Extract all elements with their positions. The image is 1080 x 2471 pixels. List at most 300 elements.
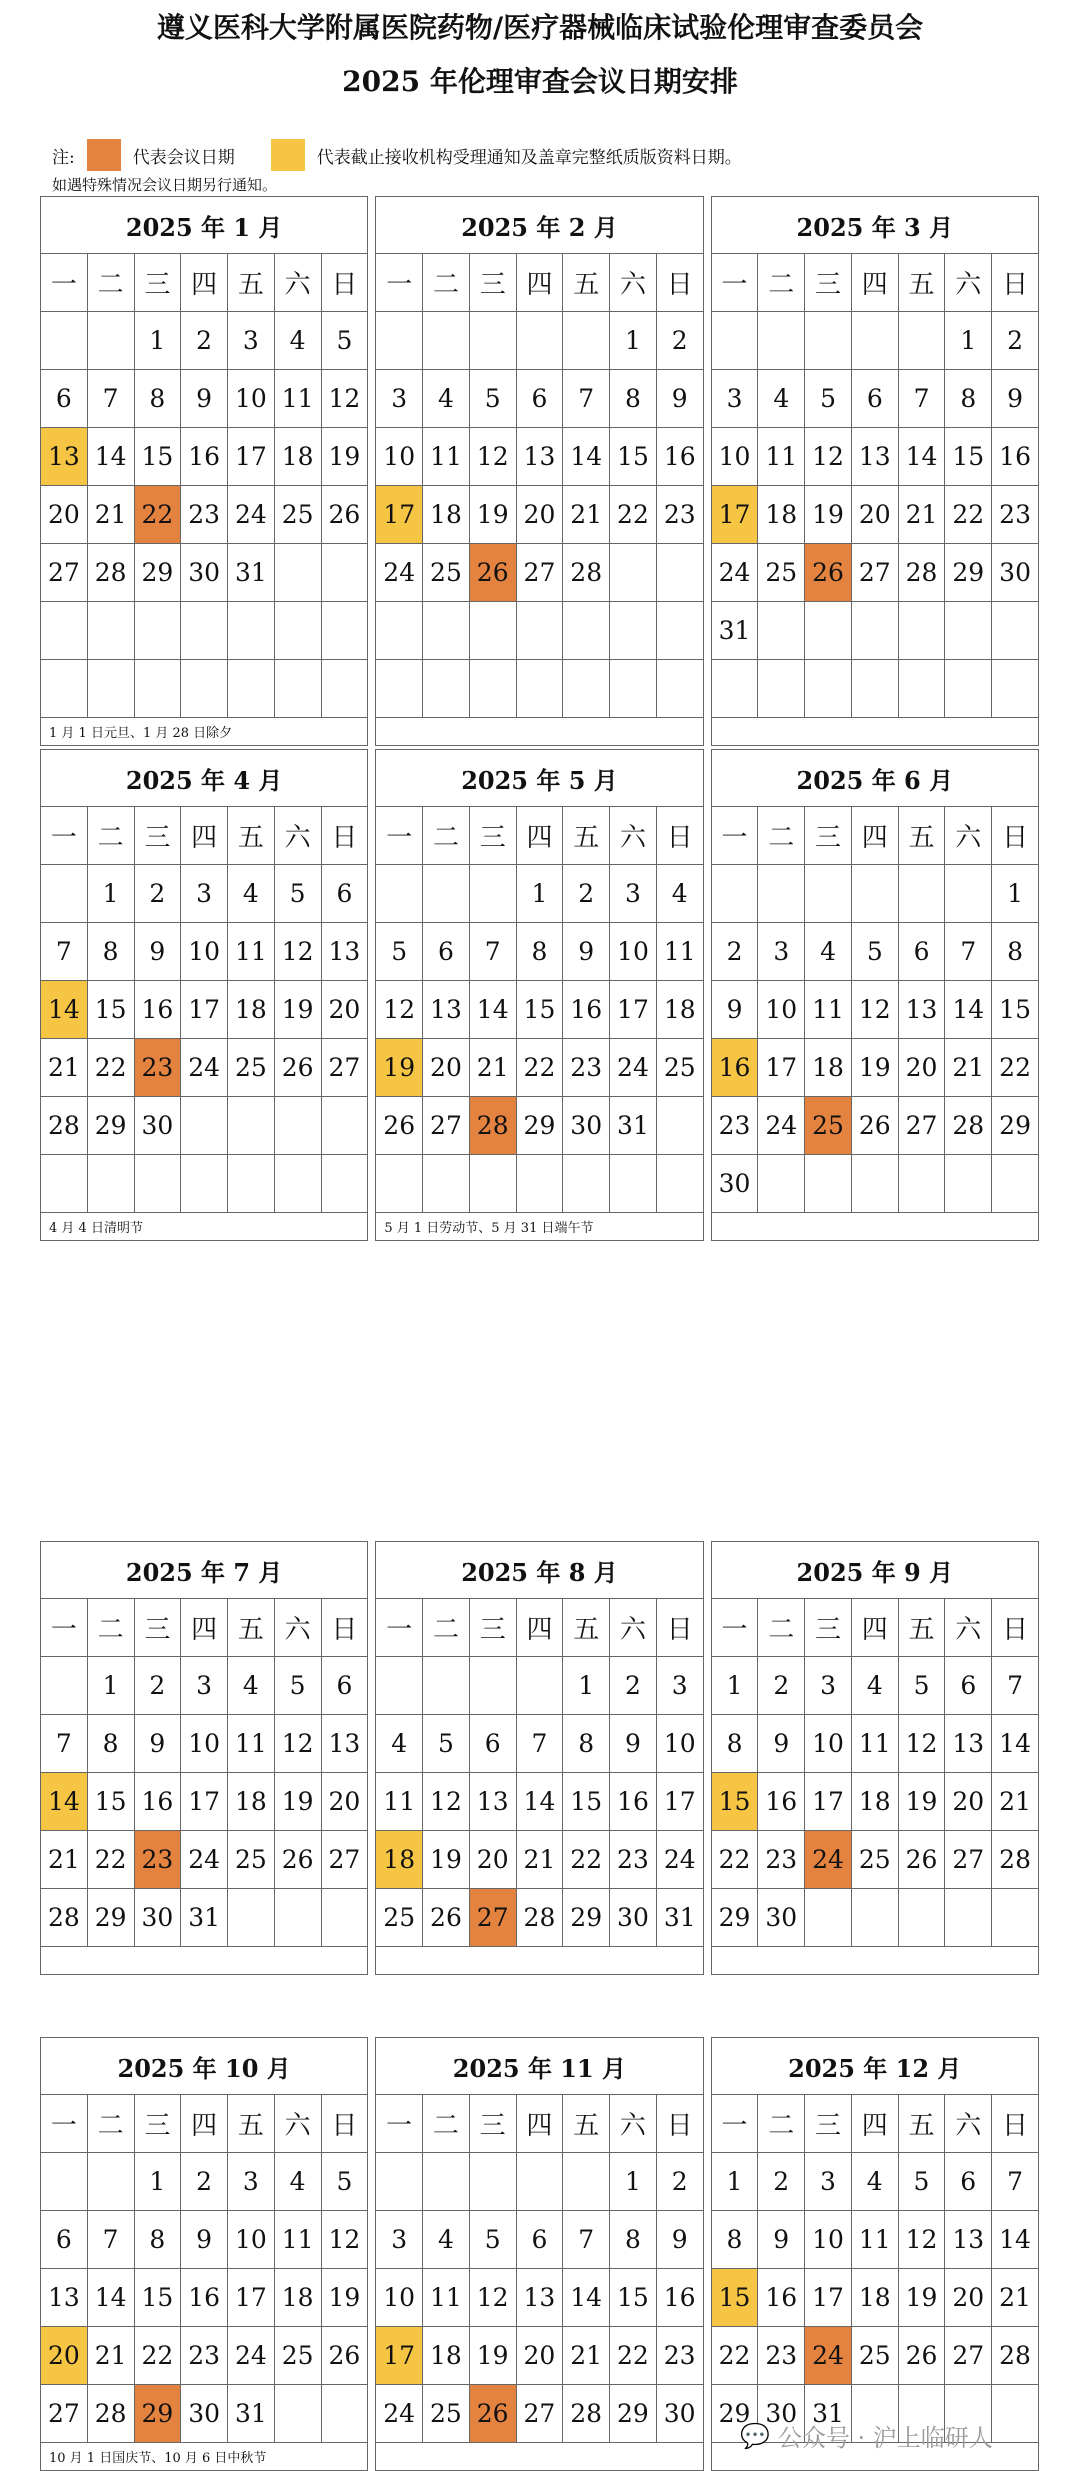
day-cell: 24 bbox=[181, 1831, 228, 1889]
day-cell: 6 bbox=[945, 2153, 992, 2211]
day-cell: 3 bbox=[610, 865, 657, 923]
holiday-note bbox=[41, 1947, 368, 1975]
month-separator bbox=[368, 660, 376, 718]
day-cell: 3 bbox=[376, 370, 423, 428]
empty-day-cell bbox=[469, 602, 516, 660]
empty-day-cell bbox=[469, 2153, 516, 2211]
weekday-header: 一 bbox=[711, 2095, 758, 2153]
day-cell: 8 bbox=[516, 923, 563, 981]
month-separator bbox=[368, 1213, 376, 1241]
month-separator bbox=[368, 1773, 376, 1831]
day-cell: 8 bbox=[87, 923, 134, 981]
day-cell: 3 bbox=[228, 2153, 275, 2211]
day-cell: 1 bbox=[610, 2153, 657, 2211]
day-cell: 1 bbox=[711, 2153, 758, 2211]
day-cell: 30 bbox=[181, 2385, 228, 2443]
month-separator bbox=[368, 2153, 376, 2211]
empty-day-cell bbox=[851, 660, 898, 718]
calendar-block-q4 bbox=[40, 2037, 1039, 2471]
month-separator bbox=[703, 2038, 711, 2095]
day-cell: 27 bbox=[945, 1831, 992, 1889]
empty-day-cell bbox=[376, 865, 423, 923]
weekday-header: 三 bbox=[469, 807, 516, 865]
day-cell: 19 bbox=[321, 2269, 368, 2327]
month-separator bbox=[368, 718, 376, 746]
empty-day-cell bbox=[469, 1155, 516, 1213]
empty-day-cell bbox=[41, 660, 88, 718]
day-cell: 9 bbox=[992, 370, 1039, 428]
weekday-header: 一 bbox=[711, 807, 758, 865]
weekday-header: 一 bbox=[41, 807, 88, 865]
day-cell: 25 bbox=[228, 1039, 275, 1097]
weekday-header: 六 bbox=[945, 2095, 992, 2153]
empty-day-cell bbox=[805, 1889, 852, 1947]
empty-day-cell bbox=[41, 2153, 88, 2211]
day-cell: 12 bbox=[898, 1715, 945, 1773]
day-cell: 19 bbox=[423, 1831, 470, 1889]
month-separator bbox=[368, 1039, 376, 1097]
day-cell: 27 bbox=[516, 2385, 563, 2443]
day-cell: 28 bbox=[992, 1831, 1039, 1889]
day-cell: 14 bbox=[563, 2269, 610, 2327]
day-cell: 31 bbox=[805, 2385, 852, 2443]
empty-day-cell bbox=[87, 312, 134, 370]
month-separator bbox=[703, 2269, 711, 2327]
day-cell: 19 bbox=[898, 2269, 945, 2327]
day-cell: 10 bbox=[228, 370, 275, 428]
day-cell: 1 bbox=[87, 865, 134, 923]
empty-day-cell bbox=[992, 602, 1039, 660]
calendar-block-q2 bbox=[40, 749, 1039, 1241]
empty-day-cell bbox=[711, 865, 758, 923]
day-cell: 11 bbox=[851, 2211, 898, 2269]
weekday-header: 二 bbox=[423, 254, 470, 312]
weekday-header: 五 bbox=[228, 254, 275, 312]
weekday-header: 四 bbox=[516, 2095, 563, 2153]
day-cell: 9 bbox=[610, 1715, 657, 1773]
month-separator bbox=[703, 1889, 711, 1947]
day-cell: 20 bbox=[41, 486, 88, 544]
day-cell: 31 bbox=[656, 1889, 703, 1947]
day-cell: 29 bbox=[87, 1097, 134, 1155]
day-cell: 20 bbox=[898, 1039, 945, 1097]
weekday-header: 三 bbox=[469, 2095, 516, 2153]
day-cell: 30 bbox=[758, 2385, 805, 2443]
day-cell: 20 bbox=[516, 2327, 563, 2385]
day-cell: 26 bbox=[423, 1889, 470, 1947]
weekday-header: 六 bbox=[610, 1599, 657, 1657]
weekday-header: 二 bbox=[423, 1599, 470, 1657]
day-cell: 2 bbox=[610, 1657, 657, 1715]
day-cell: 23 bbox=[711, 1097, 758, 1155]
day-cell: 5 bbox=[423, 1715, 470, 1773]
deadline-day-cell: 15 bbox=[711, 2269, 758, 2327]
weekday-header: 五 bbox=[228, 1599, 275, 1657]
empty-day-cell bbox=[228, 602, 275, 660]
day-cell: 7 bbox=[563, 370, 610, 428]
day-cell: 29 bbox=[711, 1889, 758, 1947]
weekday-header: 五 bbox=[228, 2095, 275, 2153]
day-cell: 19 bbox=[851, 1039, 898, 1097]
month-separator bbox=[703, 197, 711, 254]
day-cell: 6 bbox=[898, 923, 945, 981]
day-cell: 4 bbox=[228, 1657, 275, 1715]
day-cell: 24 bbox=[711, 544, 758, 602]
day-cell: 27 bbox=[945, 2327, 992, 2385]
month-title: 2025 年 9 月 bbox=[711, 1542, 1038, 1599]
meeting-day-cell: 23 bbox=[134, 1831, 181, 1889]
deadline-day-cell: 19 bbox=[376, 1039, 423, 1097]
month-separator bbox=[703, 544, 711, 602]
day-cell: 30 bbox=[563, 1097, 610, 1155]
day-cell: 8 bbox=[711, 1715, 758, 1773]
weekday-header: 五 bbox=[898, 254, 945, 312]
month-separator bbox=[368, 2385, 376, 2443]
weekday-header: 六 bbox=[610, 807, 657, 865]
empty-day-cell bbox=[711, 312, 758, 370]
day-cell: 25 bbox=[423, 2385, 470, 2443]
day-cell: 18 bbox=[656, 981, 703, 1039]
month-separator bbox=[703, 1542, 711, 1599]
legend-deadline-swatch bbox=[271, 139, 305, 171]
month-separator bbox=[703, 370, 711, 428]
empty-day-cell bbox=[992, 2385, 1039, 2443]
day-cell: 6 bbox=[469, 1715, 516, 1773]
day-cell: 24 bbox=[656, 1831, 703, 1889]
month-title: 2025 年 6 月 bbox=[711, 750, 1038, 807]
empty-day-cell bbox=[898, 660, 945, 718]
day-cell: 2 bbox=[656, 2153, 703, 2211]
day-cell: 6 bbox=[321, 1657, 368, 1715]
legend-prefix: 注: bbox=[52, 147, 75, 168]
day-cell: 28 bbox=[945, 1097, 992, 1155]
month-separator bbox=[368, 544, 376, 602]
empty-day-cell bbox=[321, 1155, 368, 1213]
empty-day-cell bbox=[945, 660, 992, 718]
day-cell: 15 bbox=[563, 1773, 610, 1831]
empty-day-cell bbox=[945, 602, 992, 660]
day-cell: 4 bbox=[851, 1657, 898, 1715]
empty-day-cell bbox=[321, 660, 368, 718]
day-cell: 7 bbox=[898, 370, 945, 428]
weekday-header: 二 bbox=[87, 254, 134, 312]
weekday-header: 一 bbox=[41, 254, 88, 312]
month-separator bbox=[368, 2211, 376, 2269]
day-cell: 1 bbox=[945, 312, 992, 370]
month-separator bbox=[703, 428, 711, 486]
weekday-header: 五 bbox=[898, 2095, 945, 2153]
legend-deadline-label: 代表截止接收机构受理通知及盖章完整纸质版资料日期。 bbox=[316, 147, 742, 168]
empty-day-cell bbox=[321, 544, 368, 602]
empty-day-cell bbox=[87, 660, 134, 718]
legend bbox=[52, 138, 742, 172]
day-cell: 23 bbox=[563, 1039, 610, 1097]
month-separator bbox=[368, 1657, 376, 1715]
empty-day-cell bbox=[41, 602, 88, 660]
day-cell: 14 bbox=[516, 1773, 563, 1831]
day-cell: 11 bbox=[228, 923, 275, 981]
day-cell: 2 bbox=[656, 312, 703, 370]
day-cell: 5 bbox=[898, 1657, 945, 1715]
day-cell: 12 bbox=[469, 2269, 516, 2327]
empty-day-cell bbox=[851, 1155, 898, 1213]
day-cell: 24 bbox=[228, 486, 275, 544]
weekday-header: 三 bbox=[805, 807, 852, 865]
month-separator bbox=[368, 1599, 376, 1657]
day-cell: 10 bbox=[228, 2211, 275, 2269]
empty-day-cell bbox=[610, 602, 657, 660]
day-cell: 19 bbox=[321, 428, 368, 486]
day-cell: 6 bbox=[516, 370, 563, 428]
day-cell: 23 bbox=[758, 1831, 805, 1889]
day-cell: 31 bbox=[181, 1889, 228, 1947]
empty-day-cell bbox=[376, 1155, 423, 1213]
month-separator bbox=[368, 1715, 376, 1773]
day-cell: 2 bbox=[181, 312, 228, 370]
holiday-note: 5 月 1 日劳动节、5 月 31 日端午节 bbox=[376, 1213, 703, 1241]
weekday-header: 四 bbox=[181, 2095, 228, 2153]
weekday-header: 六 bbox=[274, 1599, 321, 1657]
month-title: 2025 年 3 月 bbox=[711, 197, 1038, 254]
day-cell: 4 bbox=[805, 923, 852, 981]
weekday-header: 日 bbox=[656, 2095, 703, 2153]
day-cell: 1 bbox=[711, 1657, 758, 1715]
day-cell: 31 bbox=[228, 2385, 275, 2443]
day-cell: 5 bbox=[898, 2153, 945, 2211]
day-cell: 6 bbox=[41, 370, 88, 428]
day-cell: 21 bbox=[563, 2327, 610, 2385]
empty-day-cell bbox=[758, 1155, 805, 1213]
weekday-header: 四 bbox=[851, 2095, 898, 2153]
empty-day-cell bbox=[945, 1155, 992, 1213]
month-separator bbox=[368, 2095, 376, 2153]
empty-day-cell bbox=[423, 660, 470, 718]
day-cell: 4 bbox=[423, 2211, 470, 2269]
month-title: 2025 年 10 月 bbox=[41, 2038, 368, 2095]
empty-day-cell bbox=[423, 1155, 470, 1213]
empty-day-cell bbox=[898, 312, 945, 370]
day-cell: 23 bbox=[181, 2327, 228, 2385]
day-cell: 27 bbox=[851, 544, 898, 602]
empty-day-cell bbox=[41, 312, 88, 370]
weekday-header: 六 bbox=[274, 2095, 321, 2153]
weekday-header: 日 bbox=[992, 254, 1039, 312]
empty-day-cell bbox=[41, 865, 88, 923]
month-separator bbox=[368, 1542, 376, 1599]
month-separator bbox=[703, 254, 711, 312]
day-cell: 10 bbox=[376, 2269, 423, 2327]
day-cell: 9 bbox=[134, 923, 181, 981]
day-cell: 4 bbox=[376, 1715, 423, 1773]
empty-day-cell bbox=[711, 660, 758, 718]
day-cell: 20 bbox=[321, 1773, 368, 1831]
day-cell: 18 bbox=[274, 428, 321, 486]
day-cell: 19 bbox=[469, 486, 516, 544]
day-cell: 27 bbox=[41, 544, 88, 602]
empty-day-cell bbox=[321, 2385, 368, 2443]
meeting-day-cell: 26 bbox=[469, 544, 516, 602]
month-separator bbox=[703, 1097, 711, 1155]
day-cell: 21 bbox=[992, 2269, 1039, 2327]
day-cell: 11 bbox=[805, 981, 852, 1039]
month-separator bbox=[703, 312, 711, 370]
weekday-header: 四 bbox=[851, 807, 898, 865]
month-separator bbox=[703, 2153, 711, 2211]
month-separator bbox=[368, 2443, 376, 2471]
holiday-note bbox=[376, 1947, 703, 1975]
weekday-header: 五 bbox=[563, 2095, 610, 2153]
day-cell: 29 bbox=[945, 544, 992, 602]
day-cell: 17 bbox=[181, 981, 228, 1039]
day-cell: 29 bbox=[563, 1889, 610, 1947]
day-cell: 18 bbox=[851, 1773, 898, 1831]
calendar-table bbox=[40, 196, 1039, 746]
deadline-day-cell: 17 bbox=[376, 2327, 423, 2385]
day-cell: 31 bbox=[711, 602, 758, 660]
day-cell: 1 bbox=[87, 1657, 134, 1715]
weekday-header: 三 bbox=[469, 254, 516, 312]
weekday-header: 五 bbox=[563, 254, 610, 312]
deadline-day-cell: 13 bbox=[41, 428, 88, 486]
weekday-header: 二 bbox=[423, 2095, 470, 2153]
month-separator bbox=[368, 602, 376, 660]
empty-day-cell bbox=[376, 1657, 423, 1715]
empty-day-cell bbox=[656, 1155, 703, 1213]
day-cell: 17 bbox=[805, 1773, 852, 1831]
month-separator bbox=[703, 2443, 711, 2471]
empty-day-cell bbox=[992, 1889, 1039, 1947]
empty-day-cell bbox=[321, 1097, 368, 1155]
empty-day-cell bbox=[181, 1155, 228, 1213]
day-cell: 15 bbox=[516, 981, 563, 1039]
holiday-note bbox=[711, 1947, 1038, 1975]
weekday-header: 六 bbox=[945, 1599, 992, 1657]
weekday-header: 三 bbox=[805, 2095, 852, 2153]
weekday-header: 五 bbox=[228, 807, 275, 865]
weekday-header: 六 bbox=[945, 254, 992, 312]
day-cell: 29 bbox=[516, 1097, 563, 1155]
day-cell: 14 bbox=[945, 981, 992, 1039]
day-cell: 12 bbox=[423, 1773, 470, 1831]
watermark bbox=[740, 2418, 993, 2453]
month-separator bbox=[703, 1039, 711, 1097]
empty-day-cell bbox=[805, 1155, 852, 1213]
day-cell: 26 bbox=[851, 1097, 898, 1155]
empty-day-cell bbox=[516, 1657, 563, 1715]
day-cell: 11 bbox=[851, 1715, 898, 1773]
day-cell: 4 bbox=[274, 312, 321, 370]
meeting-day-cell: 26 bbox=[805, 544, 852, 602]
weekday-header: 五 bbox=[563, 807, 610, 865]
day-cell: 17 bbox=[610, 981, 657, 1039]
day-cell: 22 bbox=[945, 486, 992, 544]
day-cell: 12 bbox=[469, 428, 516, 486]
weekday-header: 五 bbox=[898, 807, 945, 865]
empty-day-cell bbox=[516, 312, 563, 370]
day-cell: 18 bbox=[805, 1039, 852, 1097]
day-cell: 9 bbox=[181, 370, 228, 428]
day-cell: 25 bbox=[274, 2327, 321, 2385]
day-cell: 22 bbox=[563, 1831, 610, 1889]
weekday-header: 四 bbox=[181, 254, 228, 312]
day-cell: 25 bbox=[423, 544, 470, 602]
legend-meeting-label: 代表会议日期 bbox=[132, 147, 235, 168]
day-cell: 8 bbox=[945, 370, 992, 428]
day-cell: 6 bbox=[851, 370, 898, 428]
day-cell: 15 bbox=[134, 428, 181, 486]
meeting-day-cell: 29 bbox=[134, 2385, 181, 2443]
day-cell: 18 bbox=[758, 486, 805, 544]
meeting-day-cell: 25 bbox=[805, 1097, 852, 1155]
day-cell: 21 bbox=[87, 2327, 134, 2385]
empty-day-cell bbox=[656, 602, 703, 660]
day-cell: 30 bbox=[656, 2385, 703, 2443]
empty-day-cell bbox=[945, 1889, 992, 1947]
day-cell: 5 bbox=[469, 2211, 516, 2269]
day-cell: 16 bbox=[758, 2269, 805, 2327]
day-cell: 26 bbox=[376, 1097, 423, 1155]
empty-day-cell bbox=[228, 1155, 275, 1213]
empty-day-cell bbox=[321, 1889, 368, 1947]
day-cell: 23 bbox=[610, 1831, 657, 1889]
month-separator bbox=[703, 1155, 711, 1213]
empty-day-cell bbox=[41, 1657, 88, 1715]
weekday-header: 日 bbox=[321, 807, 368, 865]
day-cell: 3 bbox=[805, 2153, 852, 2211]
month-separator bbox=[703, 1947, 711, 1975]
day-cell: 3 bbox=[376, 2211, 423, 2269]
empty-day-cell bbox=[469, 1657, 516, 1715]
day-cell: 4 bbox=[274, 2153, 321, 2211]
day-cell: 13 bbox=[469, 1773, 516, 1831]
day-cell: 15 bbox=[87, 1773, 134, 1831]
day-cell: 29 bbox=[87, 1889, 134, 1947]
day-cell: 7 bbox=[87, 2211, 134, 2269]
day-cell: 13 bbox=[945, 2211, 992, 2269]
day-cell: 30 bbox=[758, 1889, 805, 1947]
day-cell: 6 bbox=[321, 865, 368, 923]
month-separator bbox=[368, 370, 376, 428]
meeting-day-cell: 23 bbox=[134, 1039, 181, 1097]
day-cell: 21 bbox=[41, 1039, 88, 1097]
day-cell: 29 bbox=[992, 1097, 1039, 1155]
day-cell: 6 bbox=[516, 2211, 563, 2269]
day-cell: 9 bbox=[758, 1715, 805, 1773]
empty-day-cell bbox=[610, 544, 657, 602]
empty-day-cell bbox=[898, 865, 945, 923]
day-cell: 10 bbox=[805, 2211, 852, 2269]
day-cell: 26 bbox=[898, 2327, 945, 2385]
day-cell: 1 bbox=[563, 1657, 610, 1715]
empty-day-cell bbox=[805, 312, 852, 370]
empty-day-cell bbox=[563, 660, 610, 718]
month-title: 2025 年 1 月 bbox=[41, 197, 368, 254]
weekday-header: 六 bbox=[610, 254, 657, 312]
empty-day-cell bbox=[376, 660, 423, 718]
holiday-note: 4 月 4 日清明节 bbox=[41, 1213, 368, 1241]
empty-day-cell bbox=[376, 312, 423, 370]
day-cell: 12 bbox=[321, 2211, 368, 2269]
day-cell: 31 bbox=[228, 544, 275, 602]
weekday-header: 一 bbox=[41, 1599, 88, 1657]
empty-day-cell bbox=[992, 1155, 1039, 1213]
day-cell: 12 bbox=[851, 981, 898, 1039]
day-cell: 19 bbox=[274, 1773, 321, 1831]
day-cell: 3 bbox=[805, 1657, 852, 1715]
day-cell: 25 bbox=[851, 1831, 898, 1889]
weekday-header: 一 bbox=[376, 2095, 423, 2153]
empty-day-cell bbox=[423, 1657, 470, 1715]
